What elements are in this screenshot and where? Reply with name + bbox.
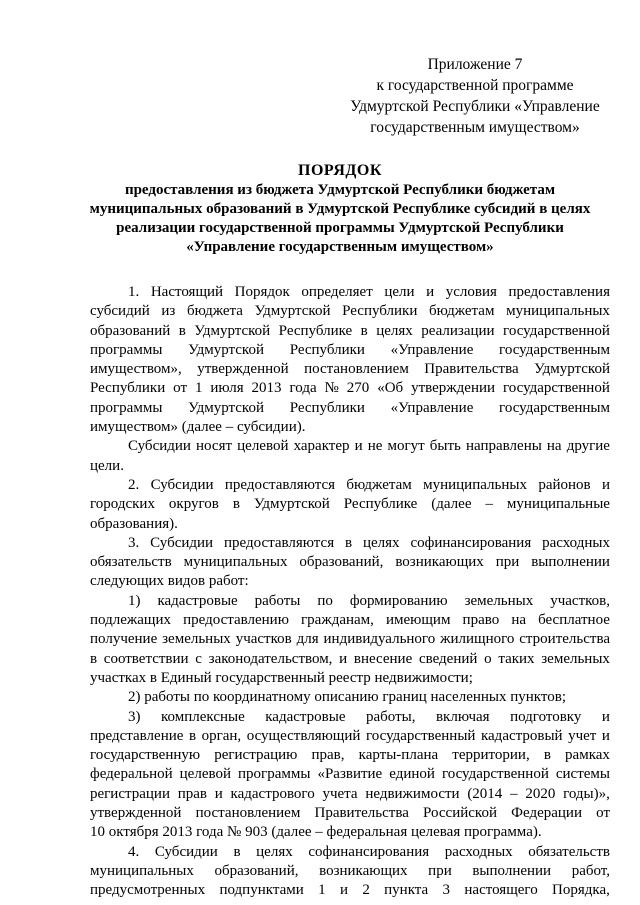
- word: бюджетам: [346, 476, 412, 493]
- text-line: [90, 399, 610, 418]
- word: Республике: [343, 496, 418, 513]
- word: утверждении: [411, 380, 496, 397]
- word: 2013: [251, 380, 282, 397]
- word: 3): [128, 708, 141, 725]
- word: выполнении: [472, 862, 552, 879]
- word: районов: [538, 476, 591, 493]
- word: Республики: [289, 399, 365, 416]
- word: регистрацию: [214, 747, 298, 764]
- word: представление: [90, 727, 184, 744]
- word: в: [90, 650, 98, 667]
- word: и: [339, 882, 348, 899]
- word: реализации: [421, 322, 495, 339]
- word: 1: [194, 380, 203, 397]
- word: июля: [210, 380, 244, 397]
- word: настоящего: [464, 882, 538, 899]
- word: бюджета: [187, 303, 243, 320]
- word: государственным: [499, 341, 610, 358]
- word: Российской: [423, 805, 497, 822]
- word: и: [354, 438, 363, 455]
- word: расходных: [542, 534, 610, 551]
- paragraph-5: [90, 592, 610, 688]
- word: 270: [346, 380, 370, 397]
- word: «Управление: [390, 399, 474, 416]
- text-line: [90, 708, 610, 727]
- word: Удмуртской: [188, 399, 264, 416]
- word: бюджетам: [429, 303, 495, 320]
- word: определяет: [301, 284, 373, 300]
- word: муниципальных: [90, 862, 194, 879]
- word: «Об: [377, 380, 404, 397]
- paragraph-7: [90, 708, 610, 843]
- word: предоставлению: [183, 612, 289, 629]
- word: (далее: [431, 496, 472, 513]
- text-line: [90, 765, 610, 784]
- text-line: следующих видов работ:: [90, 573, 249, 590]
- word: 1.: [128, 284, 140, 300]
- text-line: имуществом» (далее – субсидии).: [90, 419, 306, 436]
- word: Правительства: [314, 805, 409, 822]
- word: 2020: [525, 785, 556, 802]
- word: 2.: [128, 476, 140, 493]
- word: Республике: [278, 322, 353, 339]
- text-line: [90, 322, 610, 341]
- word: Субсидии: [150, 476, 214, 493]
- text-line: [90, 495, 610, 514]
- word: федеральной: [90, 766, 173, 783]
- text-line: [90, 630, 610, 649]
- word: Удмуртской: [194, 322, 271, 339]
- word: целях: [362, 534, 400, 551]
- word: земельных: [541, 650, 610, 667]
- word: утвержденной: [90, 805, 182, 822]
- title-heading: ПОРЯДОК: [298, 162, 382, 179]
- word: прав: [177, 785, 208, 802]
- word: в: [232, 496, 240, 513]
- document-body: [90, 283, 610, 901]
- text-line: [90, 283, 610, 302]
- word: Порядка,: [552, 882, 610, 899]
- word: целях: [256, 843, 293, 860]
- word: на: [511, 612, 526, 629]
- word: включая: [435, 708, 490, 725]
- word: государственной: [502, 380, 610, 397]
- word: и: [339, 650, 348, 667]
- word: работ,: [571, 862, 610, 879]
- word: государственным: [499, 399, 610, 416]
- text-line: [90, 862, 610, 881]
- text-line: [90, 804, 610, 823]
- word: 4.: [128, 843, 140, 860]
- word: муниципальных: [423, 476, 527, 493]
- word: участков: [235, 631, 292, 648]
- word: «Управление: [390, 341, 474, 358]
- title-subtitle-line: реализации государственной программы Удмуртской Республики: [116, 220, 564, 236]
- title-subtitle-line: муниципальных образований в Удмуртской Республике субсидий в целях: [89, 201, 591, 217]
- text-line: [90, 379, 610, 398]
- word: жилищного: [440, 631, 515, 648]
- paragraph-2: [90, 437, 610, 476]
- word: №: [324, 380, 339, 397]
- word: подлежащих: [90, 612, 171, 629]
- word: кадастровые: [157, 592, 238, 609]
- word: Удмуртской: [253, 496, 330, 513]
- text-line: [90, 881, 610, 900]
- word: быть: [429, 438, 461, 455]
- word: 1: [318, 882, 326, 899]
- text-line: [90, 727, 610, 746]
- word: 3: [442, 882, 451, 899]
- word: для: [296, 631, 319, 648]
- appendix-reference-line: Удмуртской Республики «Управление: [350, 98, 600, 115]
- word: получение: [90, 631, 158, 648]
- word: носят: [196, 438, 233, 455]
- text-line: образования).: [90, 515, 178, 532]
- word: не: [367, 438, 383, 455]
- paragraph-3: [90, 476, 610, 534]
- word: «Развитие: [317, 766, 383, 783]
- word: в: [543, 747, 551, 764]
- word: Удмуртской: [188, 341, 264, 358]
- text-line: [90, 650, 610, 669]
- word: по: [317, 592, 333, 609]
- word: –: [510, 785, 518, 802]
- word: 2: [362, 882, 370, 899]
- word: предусмотренных: [90, 882, 206, 899]
- word: сведений: [418, 650, 478, 667]
- word: и: [601, 727, 610, 744]
- word: Настоящий: [150, 284, 224, 300]
- word: гражданам,: [301, 612, 374, 629]
- word: и: [601, 476, 610, 493]
- word: земельных: [464, 592, 534, 609]
- word: в: [188, 727, 197, 744]
- appendix-number: Приложение 7: [427, 56, 523, 73]
- word: в: [233, 843, 241, 860]
- word: законодательством,: [208, 650, 333, 667]
- word: Удмуртской: [534, 361, 610, 378]
- word: городских: [90, 496, 155, 513]
- word: кадастровые: [265, 708, 346, 725]
- word: субсидий: [90, 303, 150, 320]
- word: участков,: [550, 592, 610, 609]
- word: кадастровый: [480, 727, 563, 744]
- text-line: [90, 302, 610, 321]
- word: Субсидии: [154, 843, 218, 860]
- word: утвержденной: [197, 361, 289, 378]
- word: обязательств: [90, 554, 172, 571]
- word: внесение: [353, 650, 413, 667]
- title-subtitle-line: предоставления из бюджета Удмуртской Республики бюджетам: [124, 182, 556, 198]
- word: Республики: [90, 380, 166, 397]
- word: условия: [445, 284, 497, 300]
- appendix-reference-line: государственным имуществом»: [370, 119, 580, 136]
- word: рамках: [565, 747, 610, 764]
- document-title: [80, 160, 600, 257]
- word: из: [161, 303, 176, 320]
- text-line: [90, 553, 610, 572]
- word: в: [344, 534, 353, 551]
- word: от: [173, 380, 188, 397]
- word: государственной: [441, 766, 549, 783]
- word: кадастрового: [230, 785, 315, 802]
- word: образований: [90, 322, 171, 339]
- word: целях: [376, 322, 413, 339]
- text-line: [90, 534, 610, 553]
- word: Порядок: [234, 284, 290, 300]
- word: выполнении: [531, 554, 610, 571]
- paragraph-1: [90, 283, 610, 437]
- word: предоставляются: [224, 476, 335, 493]
- word: при: [428, 862, 452, 879]
- word: на: [546, 438, 562, 455]
- word: осуществляющий: [246, 727, 361, 744]
- word: –: [485, 496, 493, 513]
- word: подготовку: [510, 708, 582, 725]
- word: государственной: [503, 322, 610, 339]
- word: карты-плана: [358, 747, 439, 764]
- word: предоставления: [508, 284, 610, 300]
- word: возникающих: [319, 862, 408, 879]
- word: работы: [254, 592, 301, 609]
- text-line: [90, 341, 610, 360]
- word: возникающих: [395, 554, 484, 571]
- paragraph-8: [90, 843, 610, 901]
- word: бесплатное: [538, 612, 610, 629]
- appendix-header: [350, 54, 600, 138]
- appendix-reference-line: к государственной программе: [376, 77, 574, 94]
- word: могут: [387, 438, 425, 455]
- word: софинансирования: [410, 534, 532, 551]
- paragraph-4: [90, 534, 610, 592]
- word: программы: [90, 399, 163, 416]
- word: постановлением: [304, 361, 409, 378]
- text-line: участках в Единый государственный реестр недвижимости;: [90, 669, 473, 686]
- word: регистрации: [90, 785, 170, 802]
- word: 3.: [128, 534, 140, 551]
- word: целевой: [179, 766, 231, 783]
- title-subtitle-line: «Управление государственным имуществом»: [186, 239, 494, 255]
- word: подпунктами: [219, 882, 304, 899]
- text-line: [90, 360, 610, 379]
- word: в: [178, 322, 186, 339]
- word: соответствии: [103, 650, 189, 667]
- word: расходных: [444, 843, 513, 860]
- word: территории,: [452, 747, 530, 764]
- word: строительства: [519, 631, 610, 648]
- word: Субсидии: [128, 438, 191, 455]
- word: в: [360, 322, 368, 339]
- word: обязательств: [528, 843, 610, 860]
- word: Субсидии: [150, 534, 214, 551]
- word: государственную: [90, 747, 201, 764]
- word: муниципальных: [183, 554, 288, 571]
- word: пункта: [384, 882, 429, 899]
- word: формированию: [349, 592, 448, 609]
- word: (2014: [467, 785, 503, 802]
- word: годы)»,: [563, 785, 610, 802]
- word: таких: [498, 650, 535, 667]
- word: Удмуртской: [254, 303, 331, 320]
- paragraph-6: [90, 688, 610, 707]
- word: прав,: [311, 747, 345, 764]
- text-line: [90, 437, 610, 456]
- word: работы,: [365, 708, 416, 725]
- word: предоставляются: [223, 534, 335, 551]
- word: недвижимости: [365, 785, 460, 802]
- word: другие: [566, 438, 610, 455]
- word: Республики: [289, 341, 365, 358]
- word: учет: [568, 727, 597, 744]
- word: земельных: [162, 631, 231, 648]
- text-line: [90, 592, 610, 611]
- word: о: [484, 650, 492, 667]
- word: учета: [322, 785, 358, 802]
- word: Республики: [342, 303, 418, 320]
- word: комплексные: [161, 708, 245, 725]
- word: целевой: [237, 438, 289, 455]
- text-line: 2) работы по координатному описанию границ населенных пунктов;: [128, 689, 566, 706]
- text-line: цели.: [90, 457, 124, 474]
- word: индивидуального: [323, 631, 436, 648]
- word: и: [601, 708, 610, 725]
- word: образований,: [214, 862, 299, 879]
- text-line: [90, 746, 610, 765]
- word: от: [596, 805, 610, 822]
- word: цели: [384, 284, 415, 300]
- text-line: 10 октября 2013 года № 903 (далее – федеральная целевая программа).: [90, 824, 542, 841]
- word: государственный: [365, 727, 476, 744]
- word: единой: [389, 766, 435, 783]
- word: муниципальные: [506, 496, 610, 513]
- word: софинансирования: [308, 843, 430, 860]
- word: право: [462, 612, 500, 629]
- word: Правительства: [424, 361, 519, 378]
- word: при: [495, 554, 520, 571]
- word: Федерации: [511, 805, 582, 822]
- word: системы: [555, 766, 610, 783]
- word: и: [426, 284, 435, 300]
- word: и: [214, 785, 223, 802]
- word: года: [289, 380, 317, 397]
- word: муниципальных: [506, 303, 610, 320]
- word: с: [195, 650, 202, 667]
- word: программы: [90, 341, 163, 358]
- text-line: [90, 611, 610, 630]
- word: 1): [128, 592, 141, 609]
- word: образований,: [299, 554, 384, 571]
- word: орган,: [201, 727, 242, 744]
- word: постановлением: [195, 805, 301, 822]
- text-line: [90, 476, 610, 495]
- word: направлены: [466, 438, 542, 455]
- word: программы: [238, 766, 311, 783]
- word: округов: [168, 496, 219, 513]
- word: имуществом»,: [90, 361, 182, 378]
- text-line: [90, 843, 610, 862]
- word: имеющим: [386, 612, 451, 629]
- word: характер: [293, 438, 350, 455]
- text-line: [90, 785, 610, 804]
